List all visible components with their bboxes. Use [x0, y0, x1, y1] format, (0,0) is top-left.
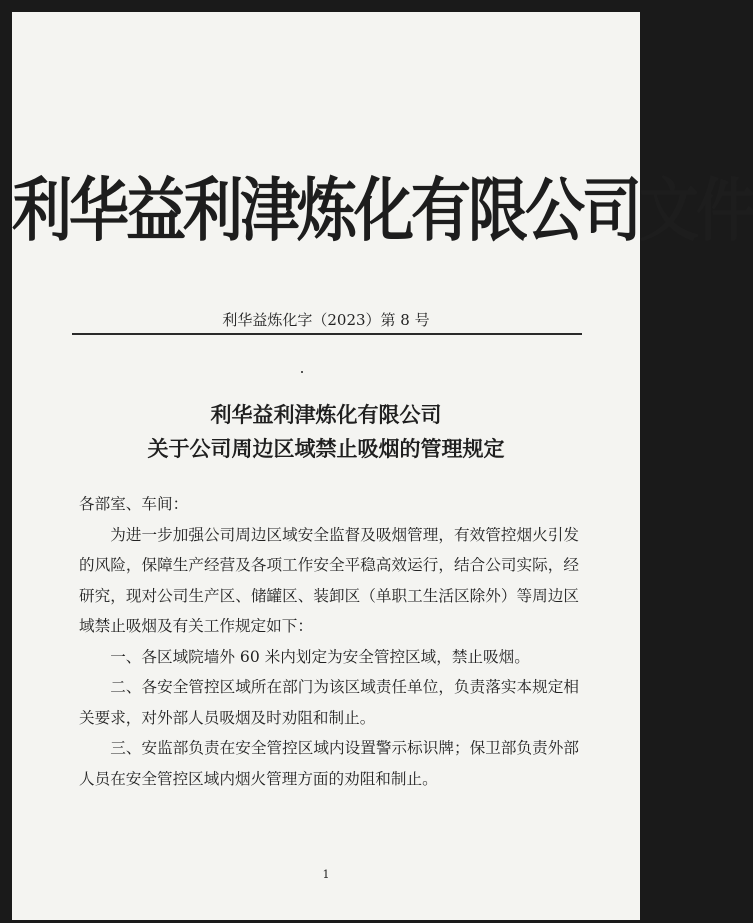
body-paragraph-intro: 为进一步加强公司周边区域安全监督及吸烟管理，有效管控烟火引发的风险，保障生产经营及各项工作安全平稳高效运行，结合公司实际，经研究，现对公司生产区、储罐区、装卸区（单职工生活区除外）等周边区域禁止吸烟及有关工作规定如下： [79, 525, 579, 635]
document-number: 利华益炼化字（2023）第 8 号 [222, 311, 430, 329]
body-paragraph-rule-2: 二、各安全管控区域所在部门为该区域责任单位，负责落实本规定相关要求，对外部人员吸烟及时劝阻和制止。 [79, 678, 579, 727]
document-page [12, 12, 753, 920]
body-paragraph-rule-3: 三、安监部负责在安全管控区域内设置警示标识牌；保卫部负责外部人员在安全管控区域内烟火管理方面的劝阻和制止。 [79, 739, 579, 788]
salutation: 各部室、车间： [79, 495, 189, 513]
body-paragraph-rule-1: 一、各区域院墙外 60 米内划定为安全管控区域，禁止吸烟。 [110, 647, 530, 666]
document-title-line-2: 关于公司周边区域禁止吸烟的管理规定 [147, 437, 505, 461]
scan-speck [301, 371, 303, 373]
document-body [79, 489, 579, 794]
document-title-line-1: 利华益利津炼化有限公司 [210, 403, 442, 427]
page-number: 1 [322, 868, 330, 881]
header-divider [72, 333, 582, 335]
document-header-title: 利华益利津炼化有限公司文件 [12, 170, 753, 251]
